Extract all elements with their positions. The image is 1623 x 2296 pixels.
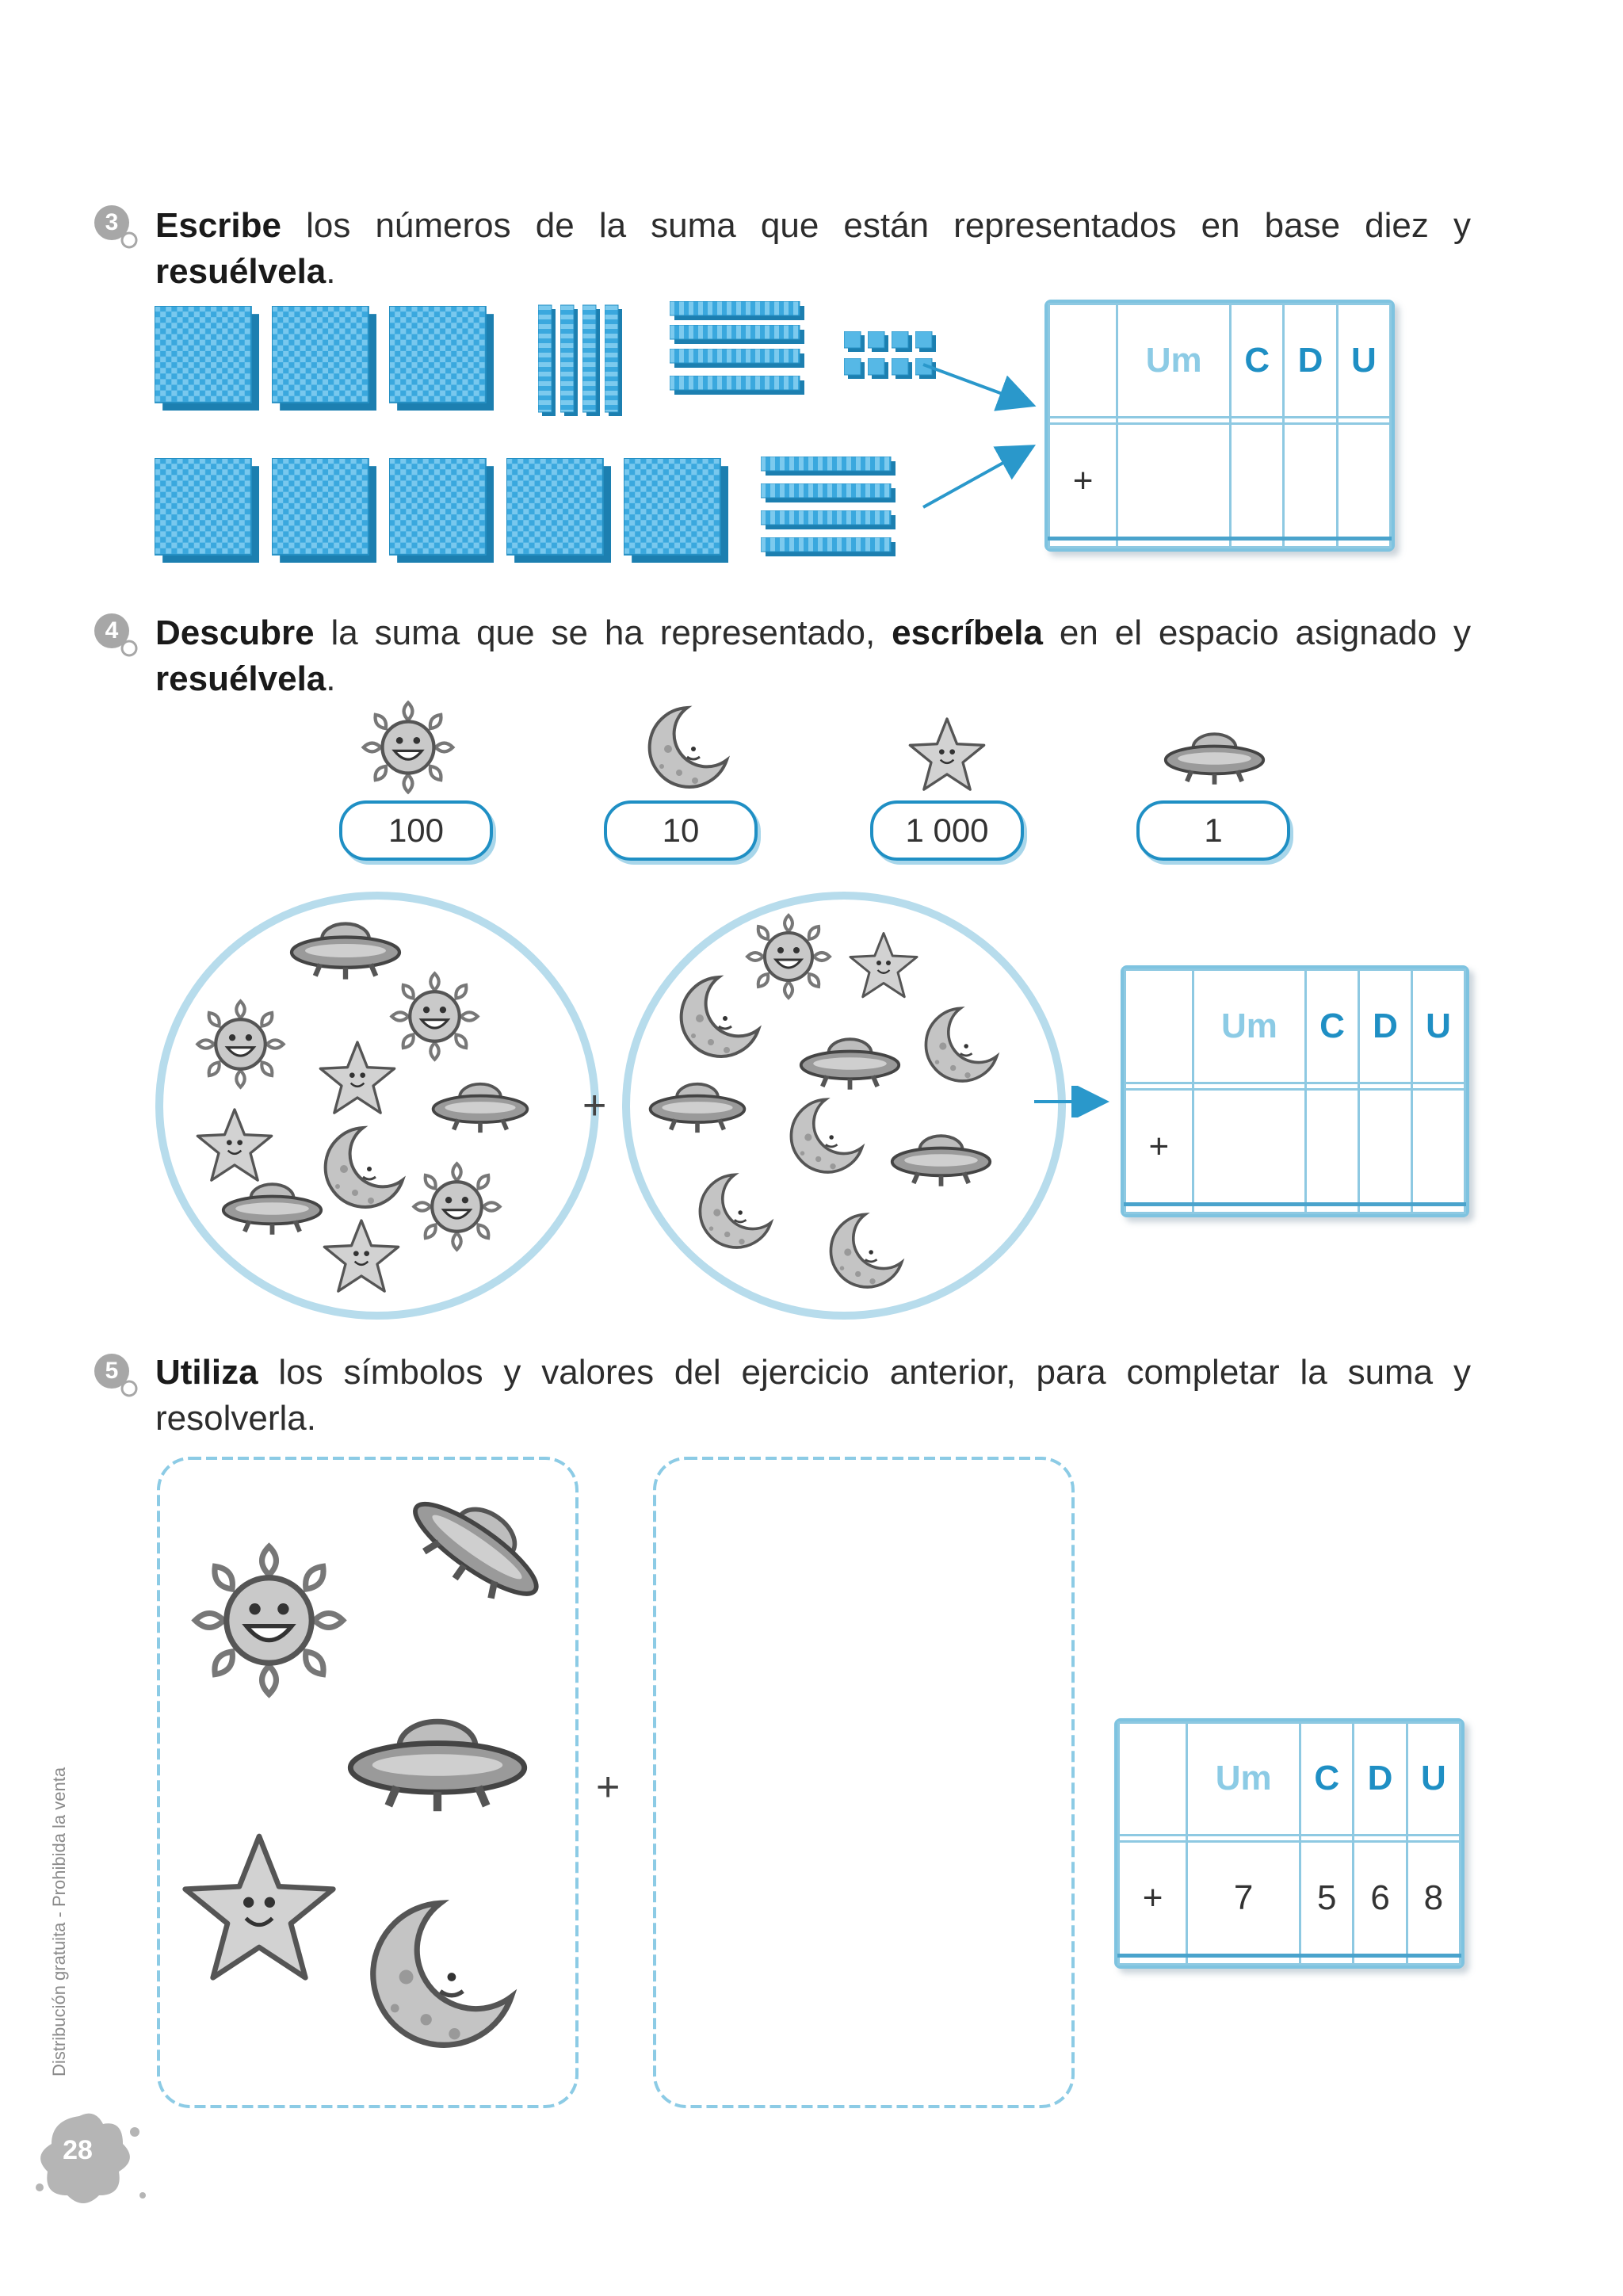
ten-rod-block	[761, 510, 896, 529]
symbol-group-2	[622, 892, 1066, 1320]
ten-rod-block	[670, 376, 804, 395]
keyword-resuelvela: resuélvela	[155, 659, 327, 698]
answer-cell[interactable]	[1337, 423, 1390, 538]
header-um: Um	[1117, 304, 1231, 418]
sun-icon	[195, 1546, 342, 1694]
exercise-number: 5	[105, 1358, 119, 1384]
ten-rod-block	[538, 305, 556, 416]
ufo-icon	[223, 1184, 321, 1235]
hundred-flat-block	[389, 306, 494, 411]
header-c: C	[1300, 1723, 1354, 1836]
answer-cell[interactable]	[1337, 539, 1390, 548]
symbol-group-1	[155, 892, 599, 1320]
digit-d: 6	[1354, 1841, 1407, 1955]
exercise-4-instruction	[155, 610, 1471, 702]
keyword-resuelvela: resuélvela	[155, 252, 327, 291]
answer-cell[interactable]	[1306, 1089, 1359, 1204]
table-cell	[1119, 1956, 1187, 1965]
hundred-flat-block	[624, 458, 728, 563]
ufo-icon	[1161, 728, 1268, 789]
header-d: D	[1359, 970, 1412, 1083]
ten-rod-block	[761, 483, 896, 502]
star-icon	[907, 715, 987, 794]
value-oval-star: 1 000	[870, 800, 1024, 861]
place-value-table-ex5	[1114, 1718, 1465, 1969]
exercise-5-badge	[94, 1353, 135, 1394]
ten-rod-block	[761, 457, 896, 476]
star-icon	[324, 1221, 398, 1291]
base-ten-addend-1	[155, 301, 963, 432]
answer-cell[interactable]	[1231, 539, 1284, 548]
sun-icon	[357, 696, 460, 799]
table-corner-cell	[1119, 1723, 1187, 1836]
answer-cell[interactable]	[1359, 1089, 1412, 1204]
plus-sign: +	[1049, 423, 1117, 538]
answer-cell[interactable]	[1187, 1835, 1300, 1841]
instruction-text: los números de la suma que están representados en base diez y	[281, 206, 1471, 245]
moon-icon	[326, 1128, 403, 1207]
hundred-flat-block	[155, 306, 259, 411]
exercise-number: 3	[105, 209, 119, 235]
header-c: C	[1306, 970, 1359, 1083]
answer-cell[interactable]	[1187, 1956, 1300, 1965]
base-ten-addend-2	[155, 453, 915, 576]
plus-sign: +	[1119, 1841, 1187, 1955]
ufo-icon	[433, 1084, 528, 1133]
symbol-frame-2-empty[interactable]	[648, 1452, 1080, 2114]
header-u: U	[1412, 970, 1465, 1083]
ufo-icon	[292, 924, 399, 980]
side-legal-text: Distribución gratuita - Prohibida la venta	[49, 1767, 69, 2076]
answer-cell[interactable]	[1193, 1205, 1305, 1213]
ufo-icon	[892, 1136, 990, 1186]
header-um: Um	[1193, 970, 1305, 1083]
ten-rod-block	[670, 325, 804, 344]
keyword-utiliza: Utiliza	[155, 1353, 258, 1392]
arrow-icon	[1030, 1086, 1109, 1117]
moon-icon	[926, 1008, 996, 1081]
keyword-descubre: Descubre	[155, 613, 315, 652]
header-d: D	[1354, 1723, 1407, 1836]
table-cell	[1049, 539, 1117, 548]
answer-cell[interactable]	[1117, 423, 1231, 538]
star-icon	[185, 1836, 334, 1977]
answer-cell[interactable]	[1359, 1083, 1412, 1089]
answer-cell[interactable]	[1284, 417, 1337, 423]
sun-icon	[391, 973, 477, 1059]
keyword-escribela: escríbela	[892, 613, 1043, 652]
ten-rod-block	[560, 305, 578, 416]
answer-cell[interactable]	[1193, 1089, 1305, 1204]
ten-rod-block	[761, 537, 896, 556]
answer-cell[interactable]	[1231, 423, 1284, 538]
table-corner-cell	[1125, 970, 1193, 1083]
value-oval-moon: 10	[604, 800, 758, 861]
hundred-flat-block	[389, 458, 494, 563]
ufo-icon	[651, 1084, 745, 1133]
moon-icon	[373, 1903, 511, 2045]
instruction-text: la suma que se ha representado,	[314, 613, 892, 652]
answer-cell[interactable]	[1412, 1083, 1465, 1089]
table-cell	[1049, 417, 1117, 423]
answer-cell[interactable]	[1117, 417, 1231, 423]
ten-rod-block	[582, 305, 600, 416]
answer-cell[interactable]	[1231, 417, 1284, 423]
ufo-icon	[801, 1039, 899, 1090]
table-cell	[1125, 1205, 1193, 1213]
unit-cube	[868, 358, 888, 379]
header-um: Um	[1187, 1723, 1300, 1836]
place-value-table-ex4	[1121, 965, 1469, 1217]
header-c: C	[1231, 304, 1284, 418]
sun-icon	[197, 1001, 283, 1087]
instruction-text: los símbolos y valores del ejercicio anterior, para completar la suma y resolverla.	[155, 1353, 1471, 1438]
exercise-5-instruction	[155, 1350, 1471, 1442]
hundred-flat-block	[272, 306, 376, 411]
plus-sign: +	[1125, 1089, 1193, 1204]
moon-icon	[831, 1214, 901, 1287]
unit-cube	[868, 331, 888, 352]
unit-cube	[892, 331, 912, 352]
instruction-text-end: .	[326, 252, 336, 291]
ten-rod-block	[605, 305, 622, 416]
answer-cell[interactable]	[1407, 1835, 1460, 1841]
answer-cell[interactable]	[1306, 1083, 1359, 1089]
header-u: U	[1337, 304, 1390, 418]
table-cell	[1125, 1083, 1193, 1089]
digit-um: 7	[1187, 1841, 1300, 1955]
answer-cell[interactable]	[1117, 539, 1231, 548]
sun-icon	[414, 1163, 499, 1249]
star-icon	[320, 1042, 394, 1113]
plus-sign: +	[582, 1083, 607, 1129]
answer-cell[interactable]	[1300, 1835, 1354, 1841]
unit-cube	[844, 358, 865, 379]
hundred-flat-block	[272, 458, 376, 563]
answer-cell[interactable]	[1412, 1205, 1465, 1213]
unit-cube	[844, 331, 865, 352]
digit-u: 8	[1407, 1841, 1460, 1955]
exercise-3-instruction	[155, 203, 1471, 295]
unit-cube	[892, 358, 912, 379]
answer-cell[interactable]	[1337, 417, 1390, 423]
ten-rod-block	[670, 349, 804, 368]
instruction-text: en el espacio asignado y	[1042, 613, 1471, 652]
table-corner-cell	[1049, 304, 1117, 418]
exercise-number: 4	[105, 617, 119, 644]
header-u: U	[1407, 1723, 1460, 1836]
moon-icon	[700, 1175, 770, 1247]
moon-icon	[638, 701, 733, 797]
moon-icon	[682, 977, 758, 1056]
header-d: D	[1284, 304, 1337, 418]
plus-sign: +	[596, 1764, 621, 1810]
answer-cell[interactable]	[1407, 1956, 1460, 1965]
arrow-icon	[919, 349, 1046, 523]
table-cell	[1119, 1835, 1187, 1841]
star-icon	[197, 1110, 271, 1180]
answer-cell[interactable]	[1300, 1956, 1354, 1965]
ufo-icon	[395, 1476, 557, 1620]
digit-c: 5	[1300, 1841, 1354, 1955]
ten-rod-block	[670, 301, 804, 320]
answer-cell[interactable]	[1412, 1089, 1465, 1204]
hundred-flat-block	[506, 458, 611, 563]
answer-cell[interactable]	[1354, 1956, 1407, 1965]
star-icon	[850, 934, 917, 997]
answer-cell[interactable]	[1284, 539, 1337, 548]
sun-icon	[747, 915, 830, 998]
exercise-4-badge	[94, 613, 135, 654]
answer-cell[interactable]	[1306, 1205, 1359, 1213]
exercise-3-badge	[94, 204, 135, 246]
value-oval-sun: 100	[339, 800, 493, 861]
hundred-flat-block	[155, 458, 259, 563]
value-oval-ufo: 1	[1136, 800, 1290, 861]
answer-cell[interactable]	[1193, 1083, 1305, 1089]
keyword-escribe: Escribe	[155, 206, 281, 245]
answer-cell[interactable]	[1354, 1835, 1407, 1841]
instruction-text-end: .	[326, 659, 336, 698]
ufo-icon	[350, 1721, 524, 1811]
answer-cell[interactable]	[1284, 423, 1337, 538]
moon-icon	[791, 1099, 861, 1172]
place-value-table-ex3	[1044, 300, 1395, 552]
answer-cell[interactable]	[1359, 1205, 1412, 1213]
symbol-frame-1	[152, 1452, 584, 2114]
page-number: 28	[63, 2135, 93, 2165]
